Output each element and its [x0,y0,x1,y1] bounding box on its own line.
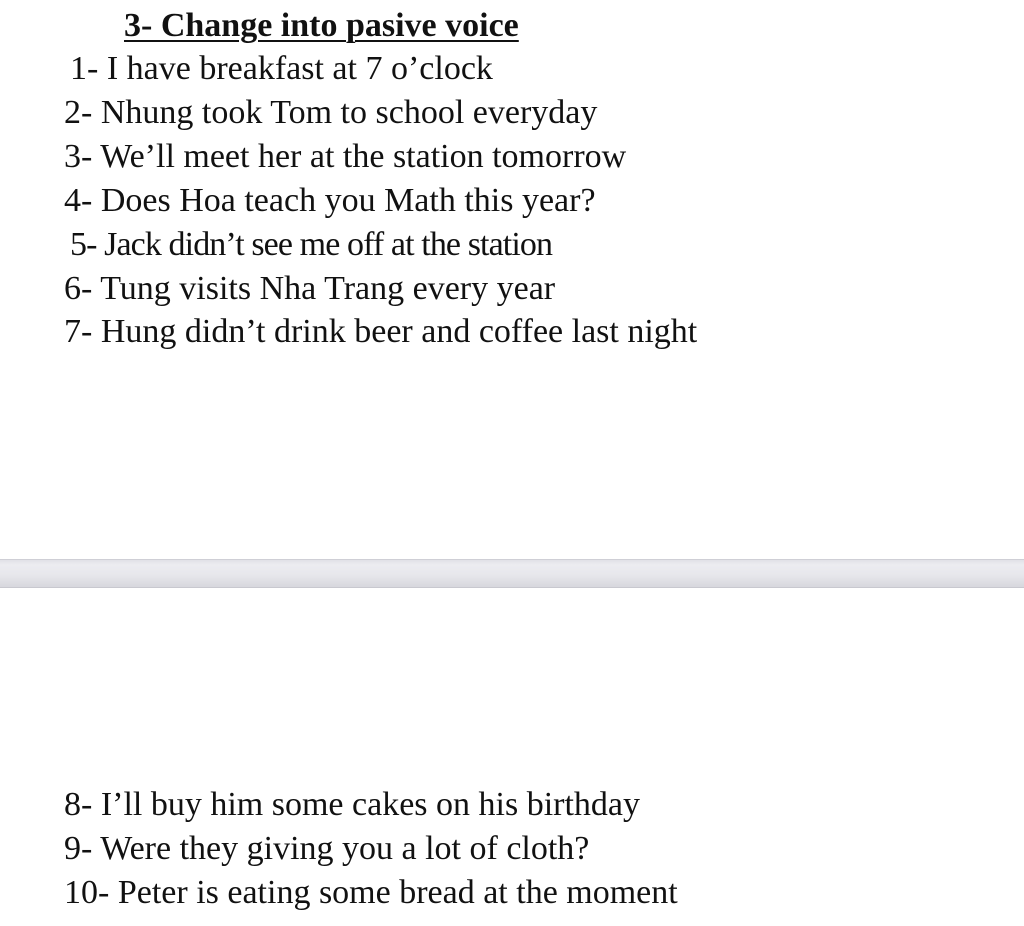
exercise-item-10 [64,874,678,912]
item-number: 9- [64,830,93,867]
exercise-item-3 [64,138,626,176]
exercise-title: 3- Change into pasive voice [124,7,519,44]
item-text: Peter is eating some bread at the moment [117,874,678,911]
item-text: I’ll buy him some cakes on his birthday [100,786,641,823]
item-text: Tung visits Nha Trang every year [100,270,556,307]
page-separator [0,559,1024,588]
item-number: 8- [64,786,93,823]
exercise-item-2 [64,94,597,132]
item-number: 7- [64,313,93,350]
exercise-item-1 [70,50,493,88]
item-number: 6- [64,270,93,307]
item-number: 4- [64,182,93,219]
item-text: Were they giving you a lot of cloth? [100,830,590,867]
item-text: Hung didn’t drink beer and coffee last night [100,313,698,350]
exercise-item-7 [64,313,697,351]
exercise-item-9 [64,830,589,868]
cropped-next-text [128,914,134,926]
item-number: 2- [64,94,93,131]
exercise-item-5 [70,226,552,264]
item-number: 5- [70,226,97,263]
exercise-item-6 [64,270,555,308]
item-text: Jack didn’t see me off at the station [104,226,553,263]
item-text: Nhung took Tom to school everyday [100,94,598,131]
item-number: 3- [64,138,93,175]
item-number: 1- [70,50,99,87]
exercise-item-8 [64,786,640,824]
cropped-previous-text [140,0,600,4]
item-number: 10- [64,874,110,911]
exercise-item-4 [64,182,596,220]
item-text: Does Hoa teach you Math this year? [100,182,596,219]
item-text: We’ll meet her at the station tomorrow [100,138,627,175]
item-text: I have breakfast at 7 o’clock [106,50,493,87]
